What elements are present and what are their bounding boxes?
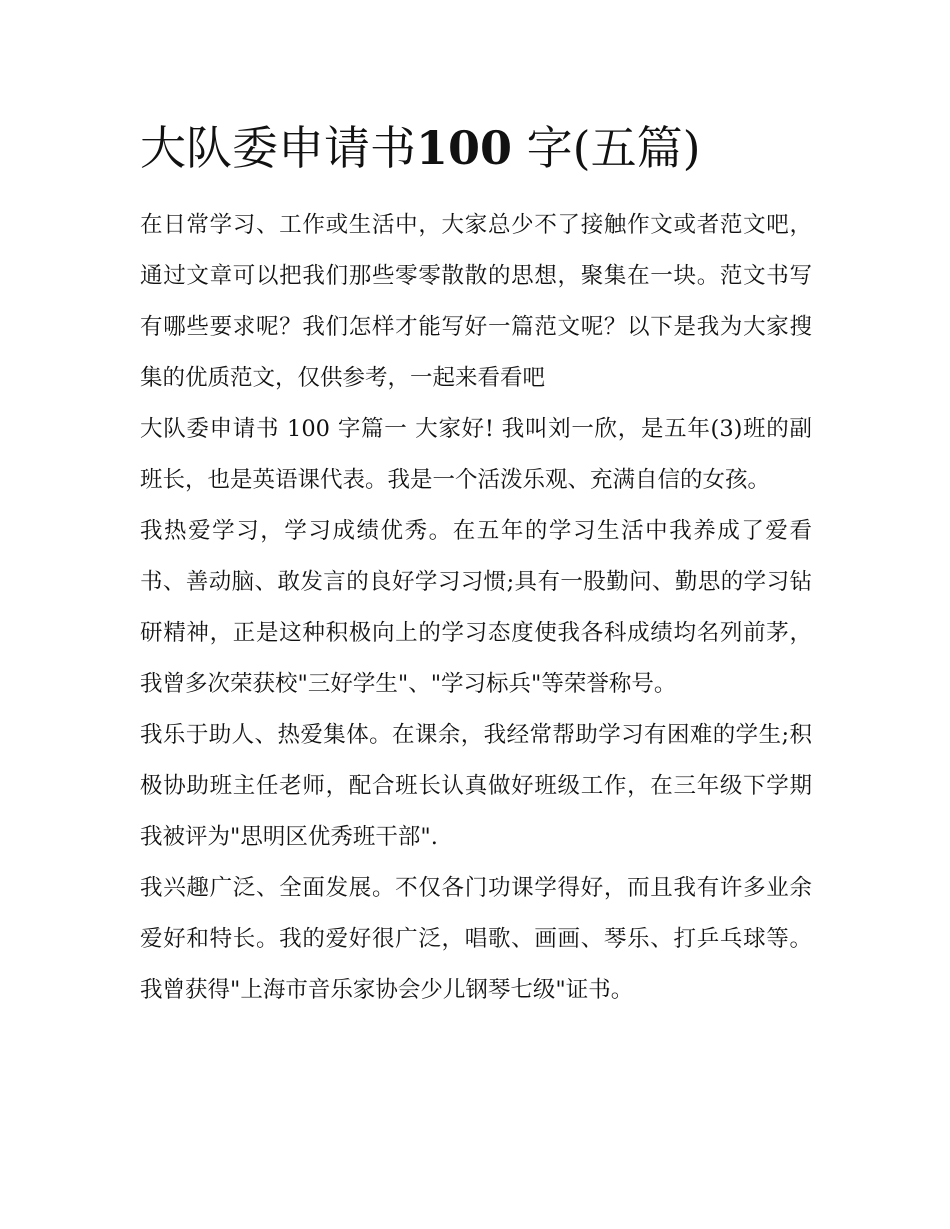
title-prefix: 大队委申请书: [140, 121, 416, 175]
document-title: [140, 118, 840, 178]
title-number: 100: [416, 121, 513, 175]
paragraph-intro: 在日常学习、工作或生活中，大家总少不了接触作文或者范文吧，通过文章可以把我们那些零零散散的思想，聚集在一块。范文书写有哪些要求呢？我们怎样才能写好一篇范文呢？以下是我为大家搜集的优质范文，仅供参考，一起来看看吧: [140, 212, 812, 391]
title-suffix: 字(五篇): [512, 121, 701, 175]
paragraph-hobbies: 我兴趣广泛、全面发展。不仅各门功课学得好，而且我有许多业余爱好和特长。我的爱好很广泛，唱歌、画画、琴乐、打乒乓球等。我曾获得"上海市音乐家协会少儿钢琴七级"证书。: [140, 875, 812, 1003]
paragraph-helping-others: 我乐于助人、热爱集体。在课余，我经常帮助学习有困难的学生;积极协助班主任老师，配合班长认真做好班级工作，在三年级下学期我被评为"思明区优秀班干部".: [140, 722, 812, 850]
paragraph-study: 我热爱学习，学习成绩优秀。在五年的学习生活中我养成了爱看书、善动脑、敢发言的良好学习习惯;具有一股勤问、勤思的学习钻研精神，正是这种积极向上的学习态度使我各科成绩均名列前茅，我曾多次荣获校"三好学生"、"学习标兵"等荣誉称号。: [140, 518, 812, 697]
paragraph-self-introduction: 大队委申请书 100 字篇一 大家好! 我叫刘一欣，是五年(3)班的副班长，也是英语课代表。我是一个活泼乐观、充满自信的女孩。: [140, 416, 812, 493]
document-body: [140, 200, 812, 1016]
